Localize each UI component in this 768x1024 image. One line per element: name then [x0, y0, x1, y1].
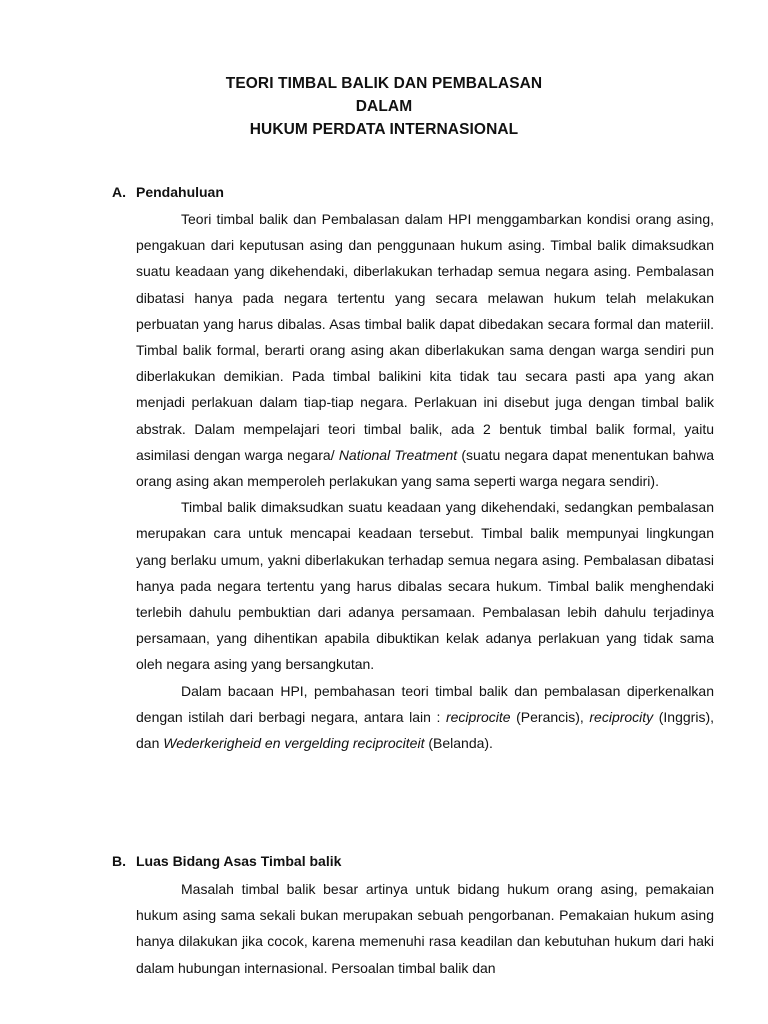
title-line-2: DALAM [355, 98, 413, 115]
paragraph-text: Teori timbal balik dan Pembalasan dalam HPI menggambarkan kondisi orang asing, pengakuan dari keputusan asing dan penggunaan hukum asing. Timbal balik dimaksudkan suatu keadaan yang dikehendaki, diberlakukan terhadap semua negara asing. Pembalasan dibatasi hanya pada negara tertentu yang secara melawan hukum telah melakukan perbuatan yang harus dibalas. Asas timbal balik dapat dibedakan secara formal dan materiil. Timbal balik formal, berarti orang asing akan diberlakukan sama dengan warga sendiri pun diberlakukan demikian. Pada timbal balikini kita tidak tau secara pasti apa yang akan menjadi perlakuan dalam tiap-tiap negara. Perlakuan ini disebut juga dengan timbal balik abstrak. Dalam mempelajari teori timbal balik, ada 2 bentuk timbal balik formal, yaitu asimilasi dengan warga negara/ [136, 211, 714, 463]
paragraph-text: Dalam bacaan HPI, pembahasan teori timbal balik dan pembalasan diperkenalkan dengan istilah dari berbagi negara, antara lain : [136, 682, 714, 725]
paragraph-text: (Perancis), [510, 708, 590, 725]
section-a-paragraph-2: Timbal balik dimaksudkan suatu keadaan yang dikehendaki, sedangkan pembalasan merupakan cara untuk mencapai keadaan tersebut. Timbal balik mempunyai lingkungan yang berlaku umum, yakni diberlakukan terhadap semua negara asing. Pembalasan dibatasi hanya pada negara tertentu yang harus dibalas secara hukum. Timbal balik menghendaki terlebih dahulu pembuktian dari adanya persamaan. Pembalasan lebih dahulu terjadinya persamaan, yang dihentikan apabila dibuktikan kelak adanya perlakuan yang tidak sama oleh negara asing yang bersangkutan. [136, 499, 714, 673]
paragraph-text: (Inggris), dan [136, 708, 714, 752]
section-a-letter: A. [112, 184, 126, 200]
paragraph-text: (suatu negara dapat menentukan bahwa orang asing akan memperoleh perlakukan yang sama seperti warga negara sendiri). [136, 446, 714, 490]
italic-term: Wederkerigheid en vergelding reciprociteit [163, 735, 425, 752]
section-b-heading [112, 851, 341, 871]
italic-term: reciprocity [589, 708, 654, 725]
document-title [0, 72, 768, 141]
section-b-paragraph-1: Masalah timbal balik besar artinya untuk bidang hukum orang asing, pemakaian hukum asing sama sekali bukan merupakan sebuah pengorbanan. Pemakaian hukum asing hanya dilakukan jika cocok, karena memenuhi rasa keadilan dan kebutuhan hukum dari haki dalam hubungan internasional. Persoalan timbal balik dan [136, 881, 714, 976]
section-a-paragraph-3 [136, 678, 714, 757]
section-b-body [136, 876, 714, 981]
section-a-body [136, 206, 714, 756]
section-b-title: Luas Bidang Asas Timbal balik [136, 853, 342, 869]
section-a-title: Pendahuluan [136, 184, 224, 200]
italic-term: reciprocite [445, 708, 511, 725]
paragraph-text: (Belanda). [424, 735, 493, 752]
italic-term: National Treatment [338, 446, 458, 463]
section-a-paragraph-1 [136, 206, 714, 494]
section-b-letter: B. [112, 853, 126, 869]
title-line-3: HUKUM PERDATA INTERNASIONAL [249, 121, 519, 138]
title-line-1: TEORI TIMBAL BALIK DAN PEMBALASAN [225, 75, 543, 92]
section-a-heading [112, 182, 224, 202]
